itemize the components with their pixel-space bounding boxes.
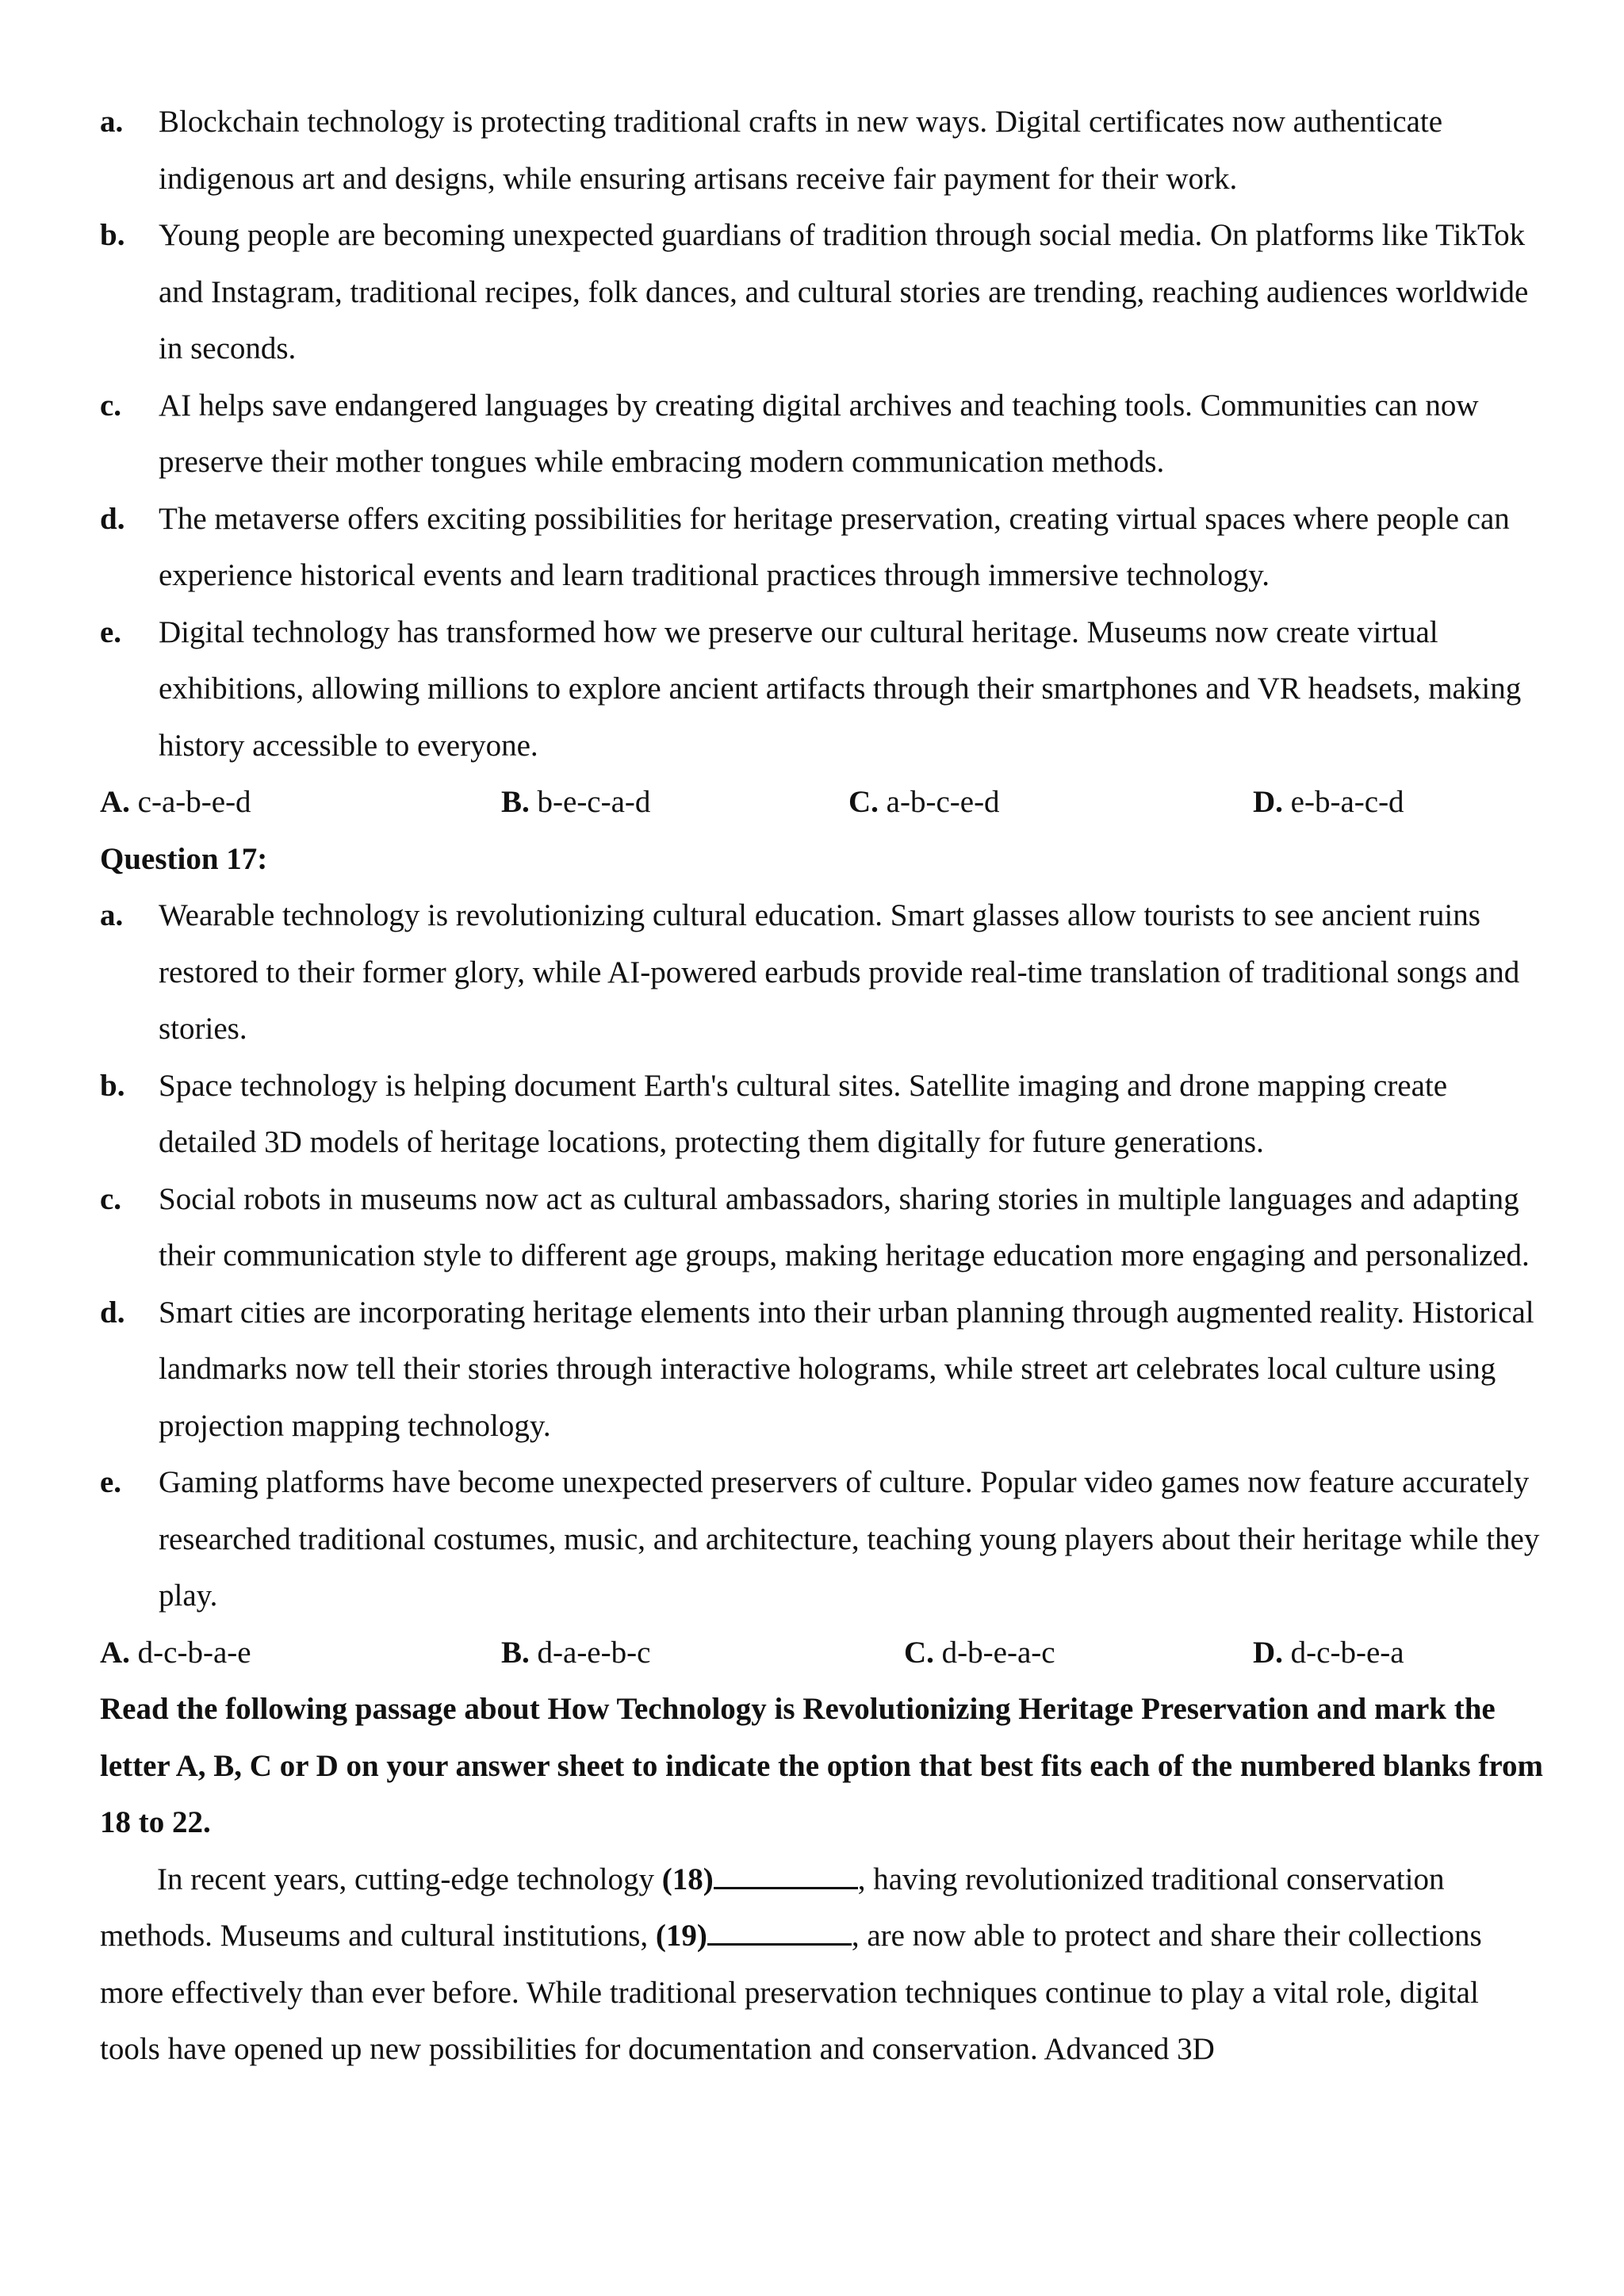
q16-option-d[interactable] <box>1253 774 1404 831</box>
option-value: d-c-b-e-a <box>1290 1635 1404 1670</box>
item-letter: e. <box>100 614 122 649</box>
option-value: b-e-c-a-d <box>537 785 651 819</box>
q17-option-a[interactable] <box>100 1624 251 1682</box>
q17-options <box>100 1624 1543 1682</box>
blank-19[interactable] <box>707 1916 852 1946</box>
blank-19-number: (19) <box>655 1919 707 1953</box>
passage-text: , are now able to protect and share their collections more effectively than ever before. While traditional preservation techniques continue to play a vital role, digital tools have opened up new possibilities for documentation and conservation. Advanced 3D <box>100 1919 1482 2066</box>
blank-18[interactable] <box>714 1860 858 1889</box>
q16-option-a[interactable] <box>100 774 251 831</box>
item-letter: a. <box>100 898 124 932</box>
q17-item-e <box>100 1454 1543 1624</box>
q17-option-d[interactable] <box>1253 1624 1404 1682</box>
q17-option-b[interactable] <box>501 1624 650 1682</box>
option-label: B. <box>501 1635 530 1670</box>
q17-items <box>100 887 1543 1624</box>
option-value: a-b-c-e-d <box>886 785 1000 819</box>
q16-item-c <box>100 377 1543 491</box>
item-letter: b. <box>100 1068 125 1103</box>
q17-item-a <box>100 887 1543 1058</box>
q17-item-c <box>100 1171 1543 1284</box>
q16-item-e <box>100 604 1543 775</box>
reading-instructions: Read the following passage about How Technology is Revolutionizing Heritage Preservation and mark the letter A, B, C or D on your answer sheet to indicate the option that best fits each of the numbered blanks from 18 to 22. <box>100 1692 1543 1839</box>
item-text: The metaverse offers exciting possibilities for heritage preservation, creating virtual spaces where people can experience historical events and learn traditional practices through immersive technology. <box>159 501 1510 592</box>
item-text: Young people are becoming unexpected guardians of tradition through social media. On platforms like TikTok and Instagram, traditional recipes, folk dances, and cultural stories are trending, reaching audiences worldwide in seconds. <box>159 218 1529 365</box>
q16-item-b <box>100 207 1543 377</box>
q16-options <box>100 774 1543 831</box>
item-letter: b. <box>100 218 125 252</box>
item-letter: d. <box>100 501 125 536</box>
item-text: Space technology is helping document Earth's cultural sites. Satellite imaging and drone mapping create detailed 3D models of heritage locations, protecting them digitally for future generations. <box>159 1068 1448 1159</box>
item-letter: d. <box>100 1295 125 1330</box>
q16-item-a <box>100 94 1543 207</box>
q16-option-c[interactable] <box>848 774 1000 831</box>
q17-item-d <box>100 1284 1543 1455</box>
option-value: d-a-e-b-c <box>537 1635 651 1670</box>
item-text: Gaming platforms have become unexpected preservers of culture. Popular video games now feature accurately researched traditional costumes, music, and architecture, teaching young players about their heritage while they play. <box>159 1465 1540 1613</box>
item-letter: c. <box>100 388 122 423</box>
q16-items <box>100 94 1543 774</box>
item-text: Social robots in museums now act as cultural ambassadors, sharing stories in multiple languages and adapting their communication style to different age groups, making heritage education more engaging and personalized. <box>159 1181 1530 1272</box>
item-text: AI helps save endangered languages by creating digital archives and teaching tools. Communities can now preserve their mother tongues while embracing modern communication methods. <box>159 388 1479 479</box>
item-letter: e. <box>100 1465 122 1499</box>
question-17-title: Question 17: <box>100 841 268 876</box>
option-label: B. <box>501 785 530 819</box>
item-letter: c. <box>100 1181 122 1216</box>
item-text: Smart cities are incorporating heritage elements into their urban planning through augmented reality. Historical landmarks now tell their stories through interactive holograms, while street art celebrates local culture using projection mapping technology. <box>159 1295 1534 1443</box>
blank-18-number: (18) <box>661 1862 714 1896</box>
item-letter: a. <box>100 105 124 139</box>
option-label: C. <box>904 1635 934 1670</box>
option-label: C. <box>848 785 879 819</box>
option-label: A. <box>100 1635 130 1670</box>
option-value: d-b-e-a-c <box>941 1635 1055 1670</box>
option-value: c-a-b-e-d <box>137 785 251 819</box>
item-text: Blockchain technology is protecting traditional crafts in new ways. Digital certificates now authenticate indigenous art and designs, while ensuring artisans receive fair payment for their work. <box>159 105 1443 196</box>
q17-item-b <box>100 1058 1543 1171</box>
q17-option-c[interactable] <box>904 1624 1055 1682</box>
option-value: d-c-b-a-e <box>137 1635 251 1670</box>
document-page <box>100 94 1543 2078</box>
option-label: A. <box>100 785 130 819</box>
item-text: Wearable technology is revolutionizing cultural education. Smart glasses allow tourists to see ancient ruins restored to their former glory, while AI-powered earbuds provide real-time translation of traditional songs and stories. <box>159 898 1520 1046</box>
q16-option-b[interactable] <box>501 774 650 831</box>
option-label: D. <box>1253 1635 1283 1670</box>
passage-text: In recent years, cutting-edge technology <box>157 1862 654 1896</box>
option-value: e-b-a-c-d <box>1290 785 1404 819</box>
item-text: Digital technology has transformed how we preserve our cultural heritage. Museums now create virtual exhibitions, allowing millions to explore ancient artifacts through their smartphones and VR headsets, making history accessible to everyone. <box>159 614 1522 763</box>
q16-item-d <box>100 491 1543 604</box>
passage-text: , having revolutionized traditional conservation methods. Museums and cultural institutions, <box>100 1862 1445 1953</box>
option-label: D. <box>1253 785 1283 819</box>
reading-passage <box>100 1851 1543 2078</box>
